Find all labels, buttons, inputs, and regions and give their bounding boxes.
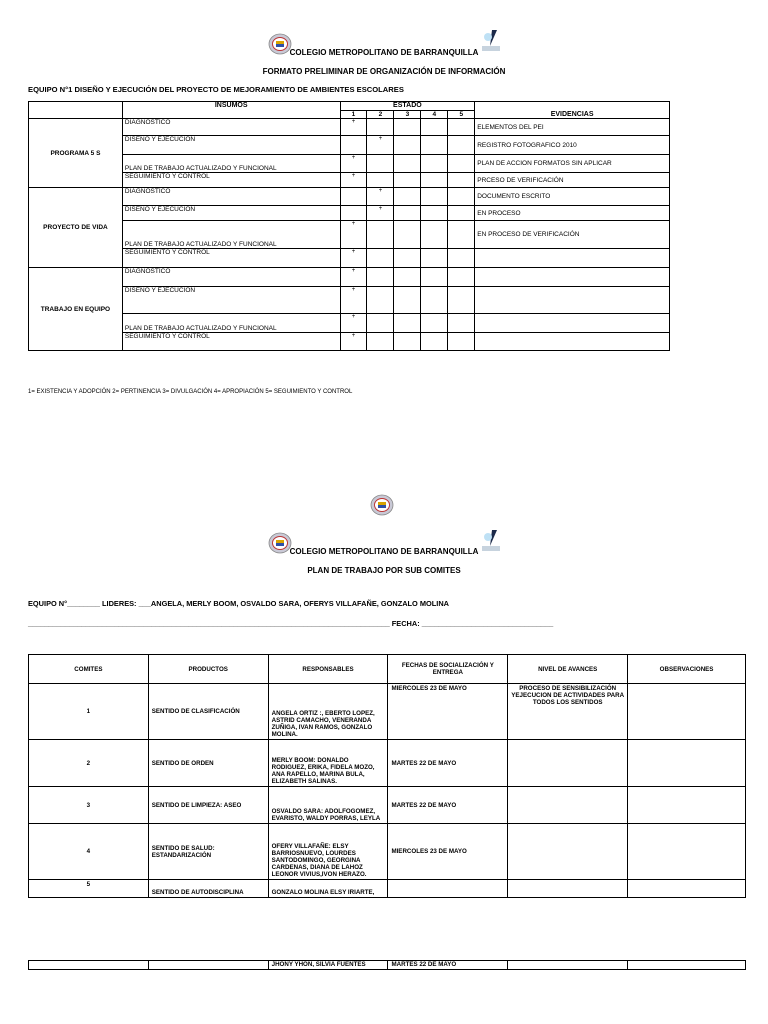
fecha-cell: MIERCOLES 23 DE MAYO: [388, 684, 508, 740]
estado-header: ESTADO: [340, 102, 475, 111]
obs-cell: [628, 824, 746, 880]
table-row: [29, 740, 746, 787]
column-header: COMITES: [29, 655, 149, 684]
num-cell: 1: [29, 684, 149, 740]
evidencia-cell: [475, 333, 670, 351]
continuation-table: [28, 960, 746, 970]
column-header: RESPONSABLES: [268, 655, 388, 684]
estado-mark: [421, 173, 448, 188]
header-row: [29, 102, 670, 111]
estado-mark: [421, 206, 448, 221]
fecha-cell: MARTES 22 DE MAYO: [388, 787, 508, 824]
evidencia-cell: PRCESO DE VERIFICACIÓN: [475, 173, 670, 188]
plan-subtitle: PLAN DE TRABAJO POR SUB COMITES: [307, 566, 461, 575]
estado-mark: [421, 119, 448, 136]
estado-mark: [394, 188, 421, 206]
num-cell: 4: [29, 824, 149, 880]
producto-cell: SENTIDO DE CLASIFICACIÓN: [148, 684, 268, 740]
insumo-cell: DISEÑO Y EJECUCIÓN: [122, 136, 340, 155]
estado-mark: [448, 206, 475, 221]
table-row: [29, 314, 670, 333]
num-cell: 2: [29, 740, 149, 787]
insumo-cell: DIAGNOSTICO: [122, 188, 340, 206]
estado-mark: [448, 221, 475, 249]
estado-mark: [394, 155, 421, 173]
avance-cell: [508, 740, 628, 787]
estado-mark: +: [340, 155, 367, 173]
insumo-cell: PLAN DE TRABAJO ACTUALIZADO Y FUNCIONAL: [122, 155, 340, 173]
table-row: [29, 787, 746, 824]
estado-col-2: 2: [367, 111, 394, 119]
table-row: [29, 173, 670, 188]
table-row: [29, 684, 746, 740]
estado-mark: +: [340, 249, 367, 268]
estado-mark: [448, 188, 475, 206]
estado-mark: [448, 173, 475, 188]
responsables-cell: MERLY BOOM: DONALDO RODIGUEZ, ERIKA, FIDELA MOZO, ANA RAPELLO, MARINA BULA, ELIZABETH SALINAS.: [268, 740, 388, 787]
estado-mark: +: [340, 221, 367, 249]
team-title: EQUIPO N°1 DISEÑO Y EJECUCIÓN DEL PROYECTO DE MEJORAMIENTO DE AMBIENTES ESCOLARES: [28, 85, 404, 94]
estado-mark: [421, 333, 448, 351]
producto-cell: SENTIDO DE SALUD: ESTANDARIZACIÓN: [148, 824, 268, 880]
column-header: PRODUCTOS: [148, 655, 268, 684]
equipo-lideres-line: EQUIPO N°________ LIDERES: ___ANGELA, MERLY BOOM, OSVALDO SARA, OFERYS VILLAFAÑE, GONZALO MOLINA: [28, 599, 450, 608]
responsables-cell: OFERY VILLAFAÑE: ELSY BARRIOSNUEVO, LOURDES SANTODOMINGO, GEORGINA CARDENAS, DIANA DE LAHOZ LEONOR VIVIUS,IVON HERAZO.: [268, 824, 388, 880]
estado-mark: [367, 287, 394, 314]
table-row: [29, 136, 670, 155]
fecha-cell: [388, 880, 508, 898]
estado-mark: [448, 136, 475, 155]
avance-cell: PROCESO DE SENSIBILIZACIÓN YEJECUCION DE ACTIVIDADES PARA TODOS LOS SENTIDOS: [508, 684, 628, 740]
group-name: PROYECTO DE VIDA: [29, 188, 123, 268]
table-row: [29, 333, 670, 351]
estado-mark: [367, 333, 394, 351]
table-row: [29, 188, 670, 206]
estado-mark: [421, 287, 448, 314]
obs-cell: [628, 684, 746, 740]
estado-mark: +: [340, 268, 367, 287]
obs-cell: [628, 787, 746, 824]
estado-col-1: 1: [340, 111, 367, 119]
school-title-2: COLEGIO METROPOLITANO DE BARRANQUILLA: [289, 547, 479, 556]
column-header: FECHAS DE SOCIALIZACIÓN Y ENTREGA: [388, 655, 508, 684]
estado-mark: [448, 333, 475, 351]
document-subtitle: FORMATO PRELIMINAR DE ORGANIZACIÓN DE INFORMACIÓN: [262, 67, 506, 76]
estado-mark: +: [340, 314, 367, 333]
num-cell: [29, 961, 149, 970]
table-row: [29, 155, 670, 173]
estado-mark: +: [367, 188, 394, 206]
estado-mark: [367, 221, 394, 249]
producto-cell: [148, 961, 268, 970]
insumo-cell: SEGUIMIENTO Y CONTROL: [122, 173, 340, 188]
responsables-cell: ANGELA ORTIZ :, EBERTO LOPEZ, ASTRID CAMACHO, VENERANDA ZUÑIGA, IVAN RAMOS, GONZALO MOLINA.: [268, 684, 388, 740]
producto-cell: SENTIDO DE AUTODISCIPLINA: [148, 880, 268, 898]
estado-mark: [421, 136, 448, 155]
estado-mark: [394, 221, 421, 249]
estado-mark: +: [340, 287, 367, 314]
producto-cell: SENTIDO DE LIMPIEZA: ASEO: [148, 787, 268, 824]
estado-mark: [367, 155, 394, 173]
estado-mark: [421, 221, 448, 249]
estado-col-4: 4: [421, 111, 448, 119]
estado-mark: [421, 155, 448, 173]
estado-mark: [367, 314, 394, 333]
responsables-cell: GONZALO MOLINA ELSY IRIARTE,: [268, 880, 388, 898]
evidencia-cell: [475, 249, 670, 268]
estado-mark: +: [340, 119, 367, 136]
evidencia-cell: DOCUMENTO ESCRITO: [475, 188, 670, 206]
estado-mark: [448, 314, 475, 333]
table-row: [29, 287, 670, 314]
evidencia-cell: [475, 268, 670, 287]
evidencias-header: EVIDENCIAS: [475, 102, 670, 119]
estado-mark: [367, 119, 394, 136]
avance-cell: [508, 880, 628, 898]
insumos-header: INSUMOS: [122, 102, 340, 119]
table-row: [29, 268, 670, 287]
estado-mark: [421, 268, 448, 287]
estado-mark: [340, 188, 367, 206]
estado-mark: [394, 173, 421, 188]
fecha-cell: MIERCOLES 23 DE MAYO: [388, 824, 508, 880]
evidencia-cell: EN PROCESO: [475, 206, 670, 221]
evidencia-cell: REGISTRO FOTOGRAFICO 2010: [475, 136, 670, 155]
evidencia-cell: [475, 314, 670, 333]
insumo-cell: DIAGNOSTICO: [122, 268, 340, 287]
group-name: TRABAJO EN EQUIPO: [29, 268, 123, 351]
estado-col-5: 5: [448, 111, 475, 119]
school-seal-icon: [370, 493, 394, 517]
evidencia-cell: [475, 287, 670, 314]
obs-cell: [628, 740, 746, 787]
obs-cell: [628, 961, 746, 970]
estado-mark: +: [367, 206, 394, 221]
responsables-cell: JHONY YHON, SILVIA FUENTES: [268, 961, 388, 970]
brand-logo-icon: [479, 28, 503, 52]
estado-mark: +: [340, 333, 367, 351]
insumo-cell: SEGUIMIENTO Y CONTROL: [122, 249, 340, 268]
evidencia-cell: EN PROCESO DE VERIFICACIÓN: [475, 221, 670, 249]
column-header: NIVEL DE AVANCES: [508, 655, 628, 684]
estado-mark: [394, 206, 421, 221]
fecha-cell: MARTES 22 DE MAYO: [388, 961, 508, 970]
estado-mark: [340, 136, 367, 155]
estado-mark: [448, 155, 475, 173]
avance-cell: [508, 787, 628, 824]
num-cell: 5: [29, 880, 149, 898]
estado-mark: [367, 173, 394, 188]
producto-cell: SENTIDO DE ORDEN: [148, 740, 268, 787]
num-cell: 3: [29, 787, 149, 824]
group-name: PROGRAMA 5 S: [29, 119, 123, 188]
estado-mark: +: [340, 173, 367, 188]
evidencia-cell: PLAN DE ACCION FORMATOS SIN APLICAR: [475, 155, 670, 173]
estado-col-3: 3: [394, 111, 421, 119]
fecha-cell: MARTES 22 DE MAYO: [388, 740, 508, 787]
estado-mark: [394, 287, 421, 314]
brand-logo-icon: [479, 528, 503, 552]
estado-mark: [367, 268, 394, 287]
insumo-cell: DISEÑO Y EJECUCIÓN: [122, 287, 340, 314]
table-row: [29, 249, 670, 268]
insumo-cell: PLAN DE TRABAJO ACTUALIZADO Y FUNCIONAL: [122, 314, 340, 333]
estado-mark: [421, 188, 448, 206]
table-row: [29, 824, 746, 880]
table-row: [29, 221, 670, 249]
table-row: [29, 119, 670, 136]
insumo-cell: SEGUIMIENTO Y CONTROL: [122, 333, 340, 351]
table-row: [29, 206, 670, 221]
evaluation-table: [28, 101, 670, 351]
estado-mark: [394, 119, 421, 136]
avance-cell: [508, 824, 628, 880]
estado-mark: [448, 287, 475, 314]
insumo-cell: DISEÑO Y EJECUCIÓN: [122, 206, 340, 221]
legend-text: 1= EXISTENCIA Y ADOPCIÓN 2= PERTINENCIA 3= DIVULGACIÓN 4= APROPIACIÓN 5= SEGUIMIENTO Y CONTROL: [28, 389, 353, 395]
subcomites-table: [28, 654, 746, 898]
estado-mark: [448, 268, 475, 287]
estado-mark: [448, 119, 475, 136]
header-row: [29, 655, 746, 684]
estado-mark: [394, 249, 421, 268]
insumo-cell: PLAN DE TRABAJO ACTUALIZADO Y FUNCIONAL: [122, 221, 340, 249]
school-title: COLEGIO METROPOLITANO DE BARRANQUILLA: [289, 48, 479, 57]
evidencia-cell: ELEMENTOS DEL PEI: [475, 119, 670, 136]
estado-mark: [394, 268, 421, 287]
estado-mark: [421, 314, 448, 333]
estado-mark: +: [367, 136, 394, 155]
estado-mark: [340, 206, 367, 221]
insumo-cell: DIAGNOSTICO: [122, 119, 340, 136]
estado-mark: [394, 314, 421, 333]
estado-mark: [394, 136, 421, 155]
column-header: OBSERVACIONES: [628, 655, 746, 684]
avance-cell: [508, 961, 628, 970]
obs-cell: [628, 880, 746, 898]
estado-mark: [421, 249, 448, 268]
estado-mark: [367, 249, 394, 268]
blank-header-cell: [29, 102, 123, 119]
estado-mark: [394, 333, 421, 351]
fecha-line: ________________________________________________________________________________________ FECHA: ________________________________: [28, 619, 554, 628]
responsables-cell: OSVALDO SARA: ADOLFOGOMEZ, EVARISTO, WALDY PORRAS, LEYLA: [268, 787, 388, 824]
table-row: [29, 880, 746, 898]
table-row: [29, 961, 746, 970]
estado-mark: [448, 249, 475, 268]
